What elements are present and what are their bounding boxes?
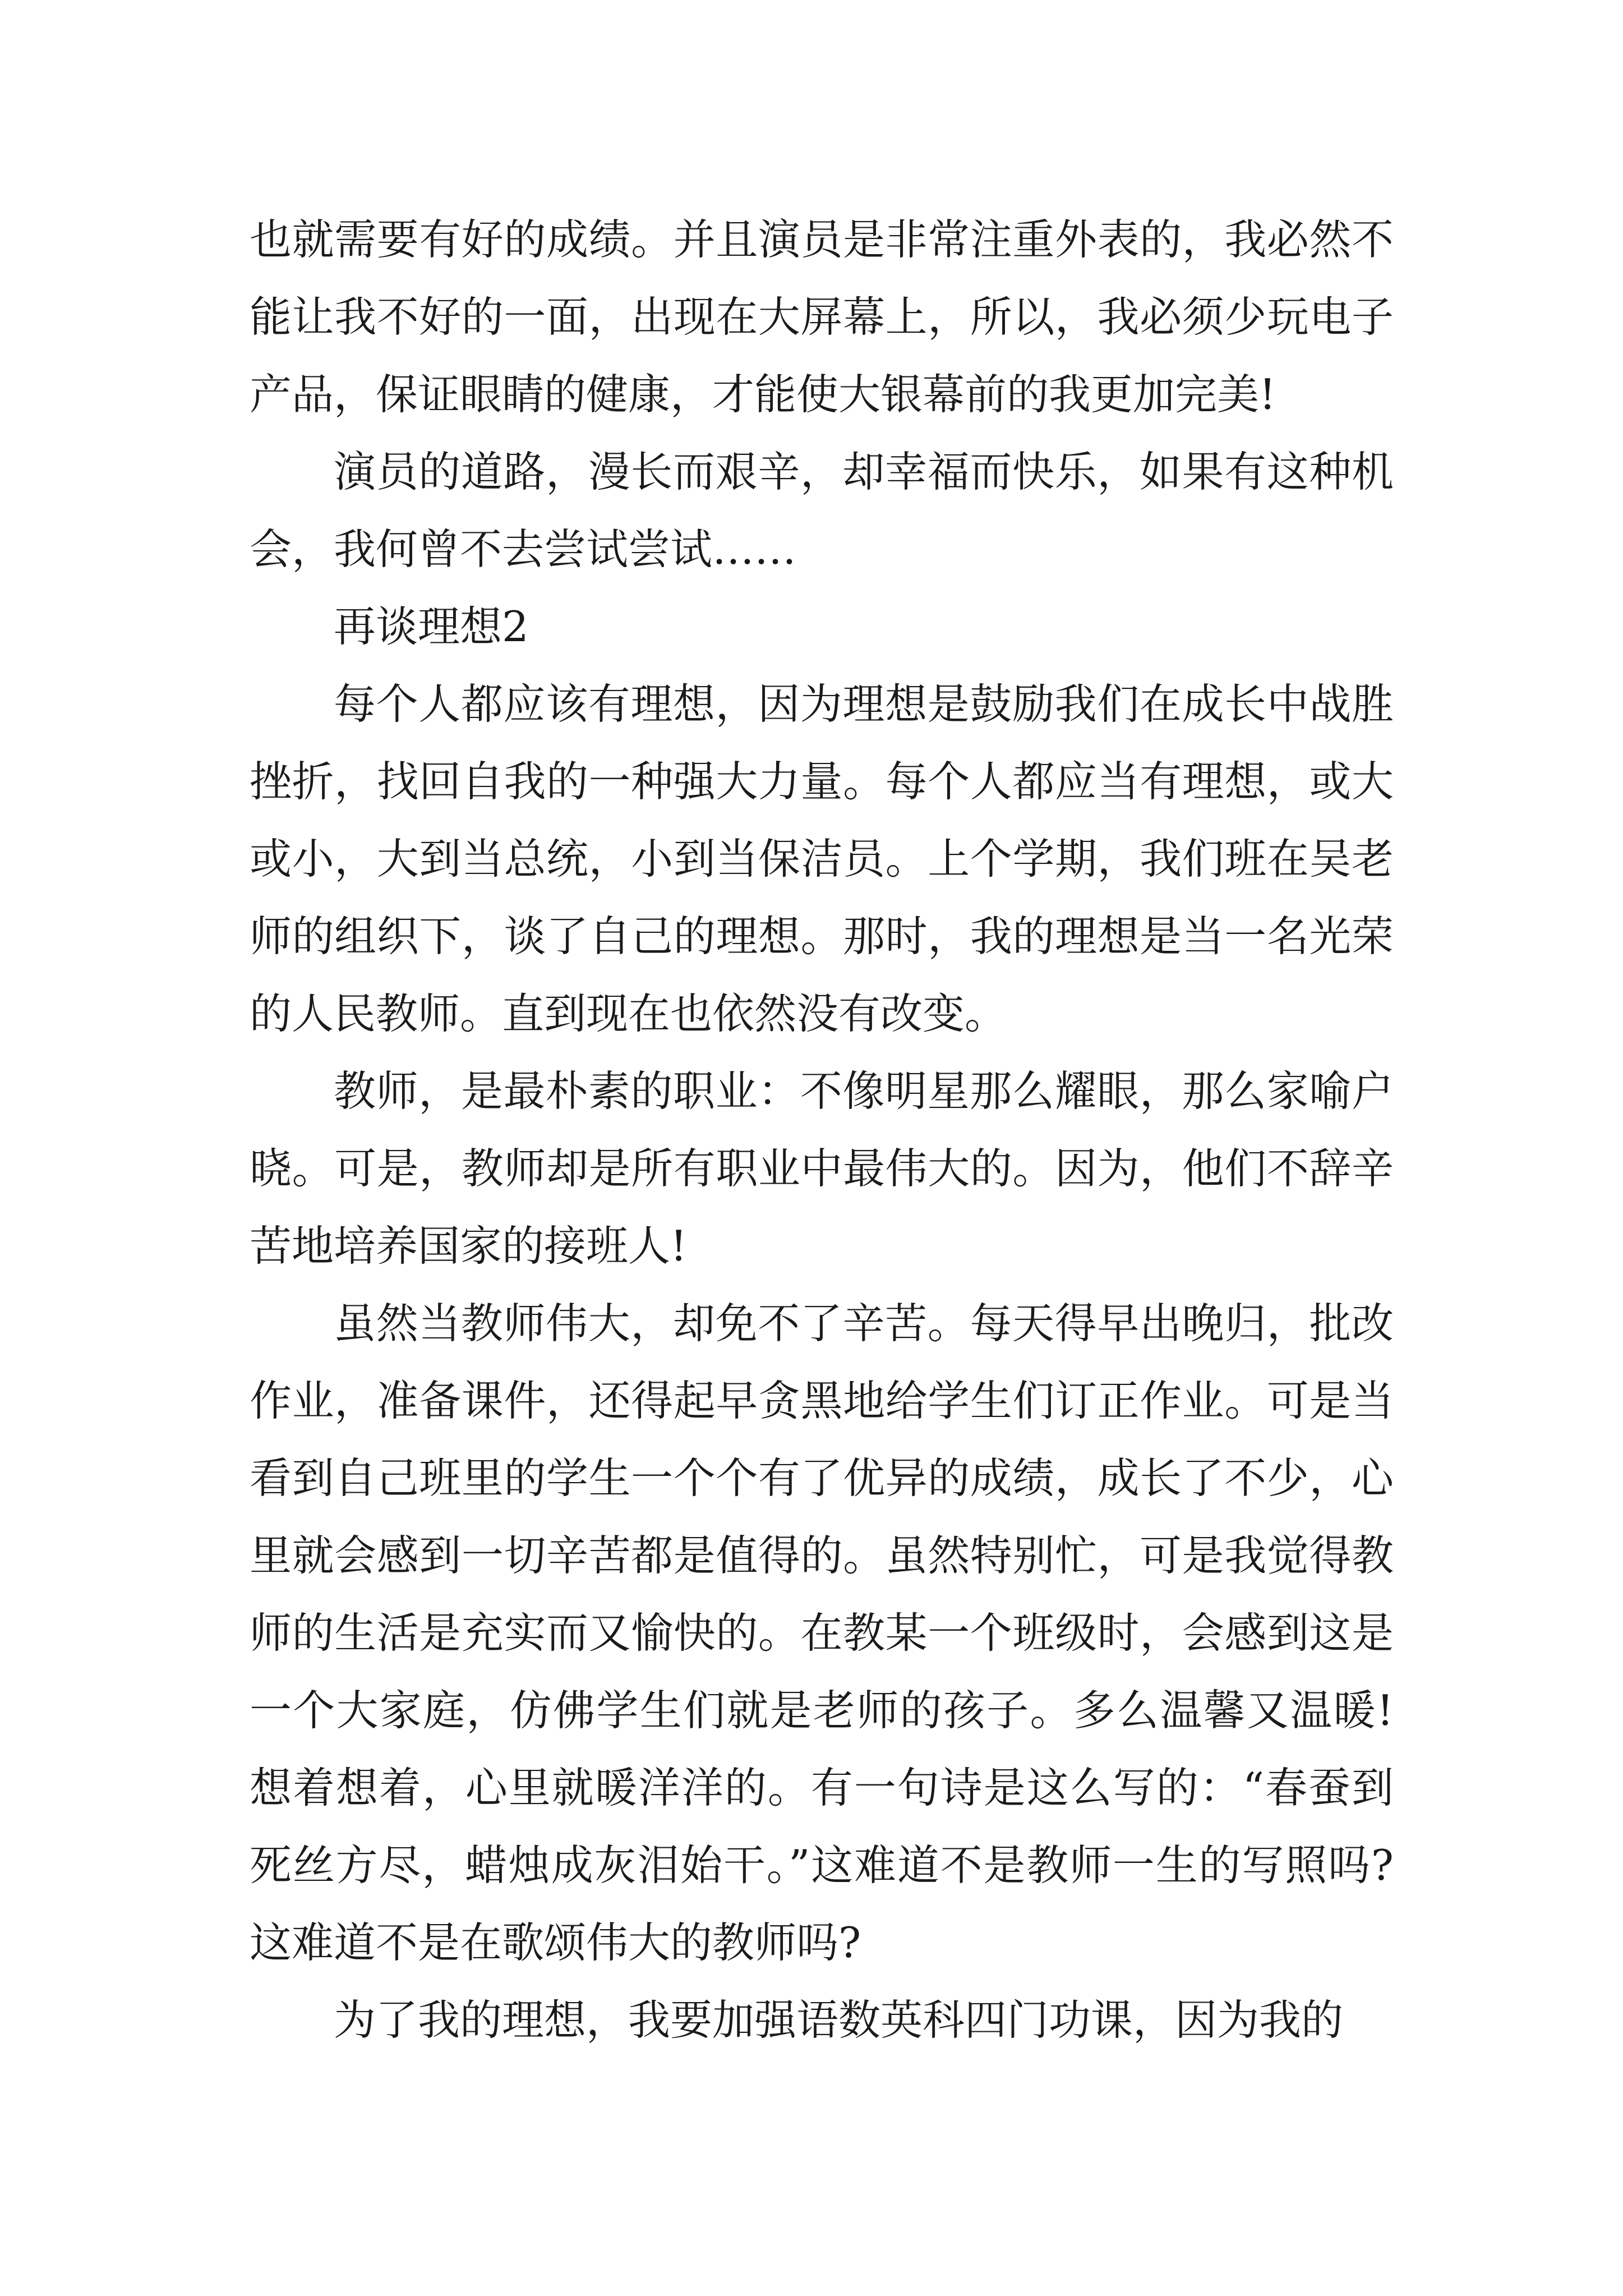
document-body: [250, 201, 1394, 2059]
paragraph-continuation: 也就需要有好的成绩。并且演员是非常注重外表的，我必然不能让我不好的一面，出现在大屏幕上，所以，我必须少玩电子产品，保证眼睛的健康，才能使大银幕前的我更加完美!: [250, 215, 1394, 419]
paragraph: 教师，是最朴素的职业：不像明星那么耀眼，那么家喻户晓。可是，教师却是所有职业中最伟大的。因为，他们不辞辛苦地培养国家的接班人!: [250, 1066, 1394, 1271]
paragraph: 为了我的理想，我要加强语数英科四门功课，因为我的: [334, 1995, 1344, 2045]
paragraph: 演员的道路，漫长而艰辛，却幸福而快乐，如果有这种机会，我何曾不去尝试尝试……: [250, 447, 1394, 574]
paragraph: 虽然当教师伟大，却免不了辛苦。每天得早出晚归，批改作业，准备课件，还得起早贪黑地给学生们订正作业。可是当看到自己班里的学生一个个有了优异的成绩，成长了不少，心里就会感到一切辛苦都是值得的。虽然特别忙，可是我觉得教师的生活是充实而又愉快的。在教某一个班级时，会感到这是一个大家庭，仿佛学生们就是老师的孩子。多么温馨又温暖!想着想着，心里就暖洋洋的。有一句诗是这么写的：“春蚕到死丝方尽，蜡烛成灰泪始干。”这难道不是教师一生的写照吗?这难道不是在歌颂伟大的教师吗?: [250, 1299, 1394, 1967]
paragraph: 每个人都应该有理想，因为理想是鼓励我们在成长中战胜挫折，找回自我的一种强大力量。每个人都应当有理想，或大或小，大到当总统，小到当保洁员。上个学期，我们班在吴老师的组织下，谈了自己的理想。那时，我的理想是当一名光荣的人民教师。直到现在也依然没有改变。: [250, 679, 1394, 1038]
section-heading: 再谈理想2: [334, 602, 529, 651]
